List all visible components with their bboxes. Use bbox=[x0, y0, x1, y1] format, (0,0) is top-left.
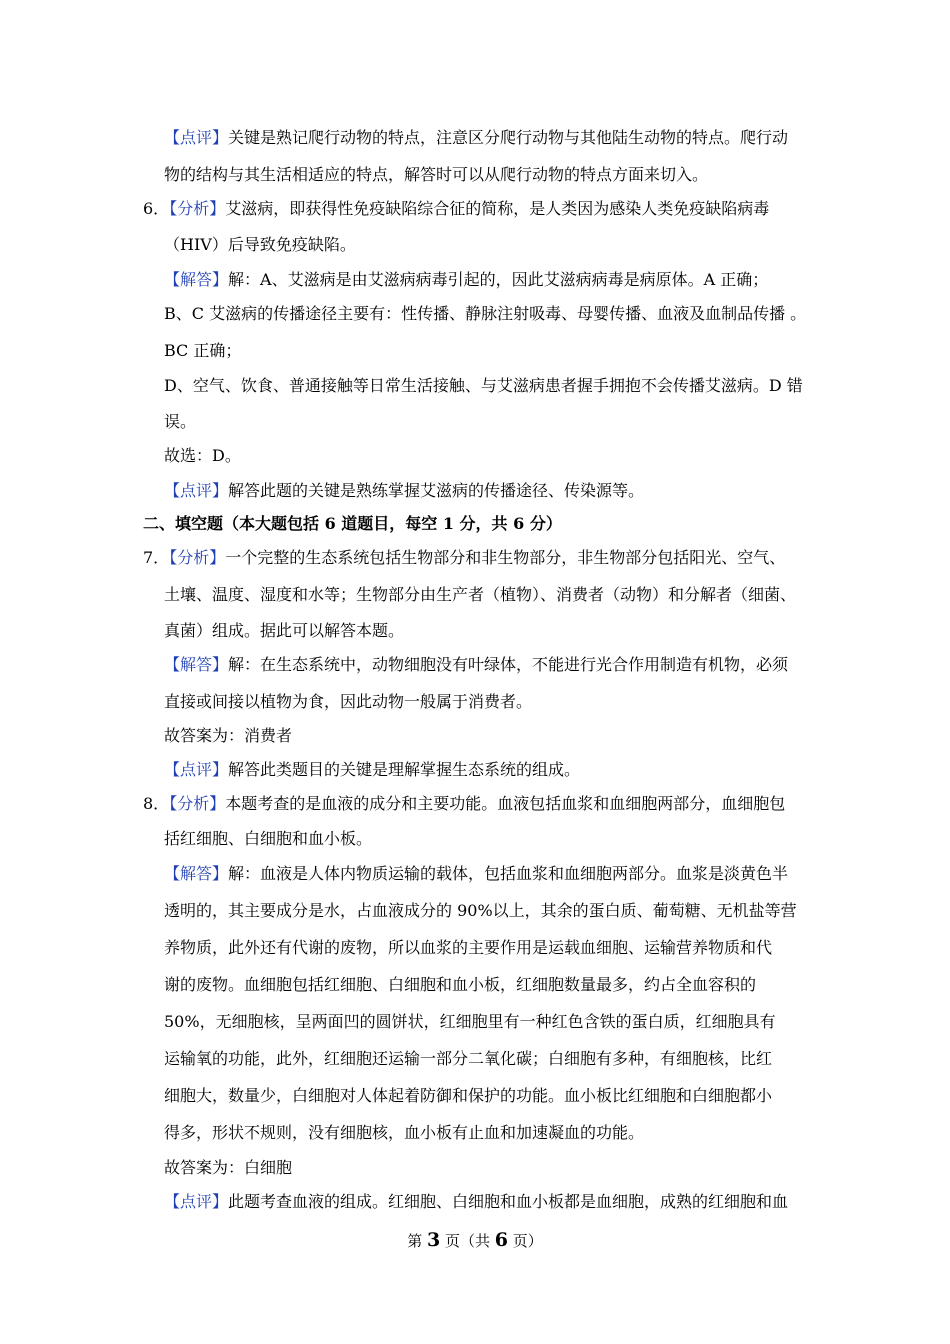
text-line bbox=[164, 760, 580, 780]
line-text: 运输氧的功能，此外，红细胞还运输一部分二氧化碳；白细胞有多种，有细胞核，比红 bbox=[164, 1049, 773, 1068]
tag-analysis: 【分析】 bbox=[169, 199, 226, 218]
text-line bbox=[164, 975, 756, 995]
tag-analysis: 【分析】 bbox=[169, 794, 226, 813]
section-title: 二、填空题（本大题包括 6 道题目，每空 1 分，共 6 分） bbox=[143, 514, 562, 533]
line-text: BC 正确； bbox=[164, 341, 242, 360]
question-number: 7． bbox=[143, 548, 170, 567]
text-line bbox=[164, 726, 292, 746]
line-text: D、空气、饮食、普通接触等日常生活接触、与艾滋病患者握手拥抱不会传播艾滋病。D 错 bbox=[164, 376, 803, 395]
page-footer bbox=[0, 1229, 950, 1252]
tag-review: 【点评】 bbox=[164, 760, 229, 779]
line-text: 本题考查的是血液的成分和主要功能。血液包括血浆和血细胞两部分，血细胞包 bbox=[225, 794, 786, 813]
text-line bbox=[164, 481, 644, 501]
section-heading bbox=[143, 514, 562, 534]
text-line bbox=[164, 446, 241, 466]
text-line bbox=[164, 235, 356, 255]
text-line bbox=[164, 1049, 772, 1069]
line-text: 误。 bbox=[164, 412, 197, 431]
tag-answer: 【解答】 bbox=[164, 864, 229, 883]
line-text: 解答此题的关键是熟练掌握艾滋病的传播途径、传染源等。 bbox=[228, 481, 645, 500]
question-8-line bbox=[143, 794, 785, 814]
tag-analysis: 【分析】 bbox=[169, 548, 226, 567]
tag-review: 【点评】 bbox=[164, 1192, 229, 1211]
line-text: 细胞大，数量少，白细胞对人体起着防御和保护的功能。血小板比红细胞和白细胞都小 bbox=[164, 1086, 773, 1105]
text-line bbox=[164, 376, 803, 396]
text-line bbox=[164, 585, 796, 605]
text-line bbox=[164, 938, 772, 958]
line-text: 谢的废物。血细胞包括红细胞、白细胞和血小板，红细胞数量最多，约占全血容积的 bbox=[164, 975, 757, 994]
footer-suffix: 页） bbox=[508, 1232, 543, 1250]
line-text: 真菌）组成。据此可以解答本题。 bbox=[164, 621, 405, 640]
line-text: 解：A、艾滋病是由艾滋病病毒引起的，因此艾滋病病毒是病原体。A 正确； bbox=[228, 270, 769, 289]
line-text: 50%，无细胞核，呈两面凹的圆饼状，红细胞里有一种红色含铁的蛋白质，红细胞具有 bbox=[164, 1012, 776, 1031]
line-text: 故答案为：消费者 bbox=[164, 726, 293, 745]
text-line bbox=[164, 901, 797, 921]
line-text: （HIV）后导致免疫缺陷。 bbox=[164, 235, 356, 254]
text-line bbox=[164, 165, 708, 185]
total-page-number: 6 bbox=[494, 1229, 508, 1251]
line-text: 故选：D。 bbox=[164, 446, 241, 465]
line-text: 透明的，其主要成分是水，占血液成分的 90%以上，其余的蛋白质、葡萄糖、无机盐等营 bbox=[164, 901, 797, 920]
text-line bbox=[164, 829, 372, 849]
tag-answer: 【解答】 bbox=[164, 655, 229, 674]
text-line bbox=[164, 128, 788, 148]
line-text: 解答此类题目的关键是理解掌握生态系统的组成。 bbox=[228, 760, 581, 779]
text-line bbox=[164, 1158, 292, 1178]
question-number: 6． bbox=[143, 199, 170, 218]
line-text: 养物质，此外还有代谢的废物，所以血浆的主要作用是运载血细胞、运输营养物质和代 bbox=[164, 938, 773, 957]
line-text: 解：血液是人体内物质运输的载体，包括血浆和血细胞两部分。血浆是淡黄色半 bbox=[228, 864, 789, 883]
text-line bbox=[164, 1192, 788, 1212]
tag-review: 【点评】 bbox=[164, 128, 229, 147]
text-line bbox=[164, 621, 404, 641]
line-text: 得多，形状不规则，没有细胞核，血小板有止血和加速凝血的功能。 bbox=[164, 1123, 645, 1142]
line-text: 一个完整的生态系统包括生物部分和非生物部分，非生物部分包括阳光、空气、 bbox=[225, 548, 786, 567]
text-line bbox=[164, 692, 532, 712]
footer-middle: 页（共 bbox=[440, 1232, 495, 1250]
text-line bbox=[164, 412, 196, 432]
line-text: 括红细胞、白细胞和血小板。 bbox=[164, 829, 373, 848]
text-line bbox=[164, 1086, 772, 1106]
line-text: 故答案为：白细胞 bbox=[164, 1158, 293, 1177]
text-line bbox=[164, 341, 241, 361]
line-text: 直接或间接以植物为食，因此动物一般属于消费者。 bbox=[164, 692, 533, 711]
line-text: 土壤、温度、湿度和水等；生物部分由生产者（植物）、消费者（动物）和分解者（细菌、 bbox=[164, 585, 797, 604]
question-number: 8． bbox=[143, 794, 170, 813]
text-line bbox=[164, 270, 768, 290]
text-line bbox=[164, 304, 806, 324]
tag-answer: 【解答】 bbox=[164, 270, 229, 289]
current-page-number: 3 bbox=[426, 1229, 441, 1251]
tag-review: 【点评】 bbox=[164, 481, 229, 500]
line-text: 关键是熟记爬行动物的特点，注意区分爬行动物与其他陆生动物的特点。爬行动 bbox=[228, 128, 789, 147]
line-text: 物的结构与其生活相适应的特点，解答时可以从爬行动物的特点方面来切入。 bbox=[164, 165, 709, 184]
question-7-line bbox=[143, 548, 785, 568]
question-6-line bbox=[143, 199, 769, 219]
text-line bbox=[164, 1123, 644, 1143]
line-text: 解：在生态系统中，动物细胞没有叶绿体，不能进行光合作用制造有机物，必须 bbox=[228, 655, 789, 674]
line-text: B、C 艾滋病的传播途径主要有：性传播、静脉注射吸毒、母婴传播、血液及血制品传播 。 bbox=[164, 304, 807, 323]
text-line bbox=[164, 864, 788, 884]
line-text: 艾滋病，即获得性免疫缺陷综合征的简称，是人类因为感染人类免疫缺陷病毒 bbox=[225, 199, 770, 218]
footer-prefix: 第 bbox=[407, 1232, 427, 1250]
text-line bbox=[164, 1012, 776, 1032]
line-text: 此题考查血液的组成。红细胞、白细胞和血小板都是血细胞，成熟的红细胞和血 bbox=[228, 1192, 789, 1211]
text-line bbox=[164, 655, 788, 675]
